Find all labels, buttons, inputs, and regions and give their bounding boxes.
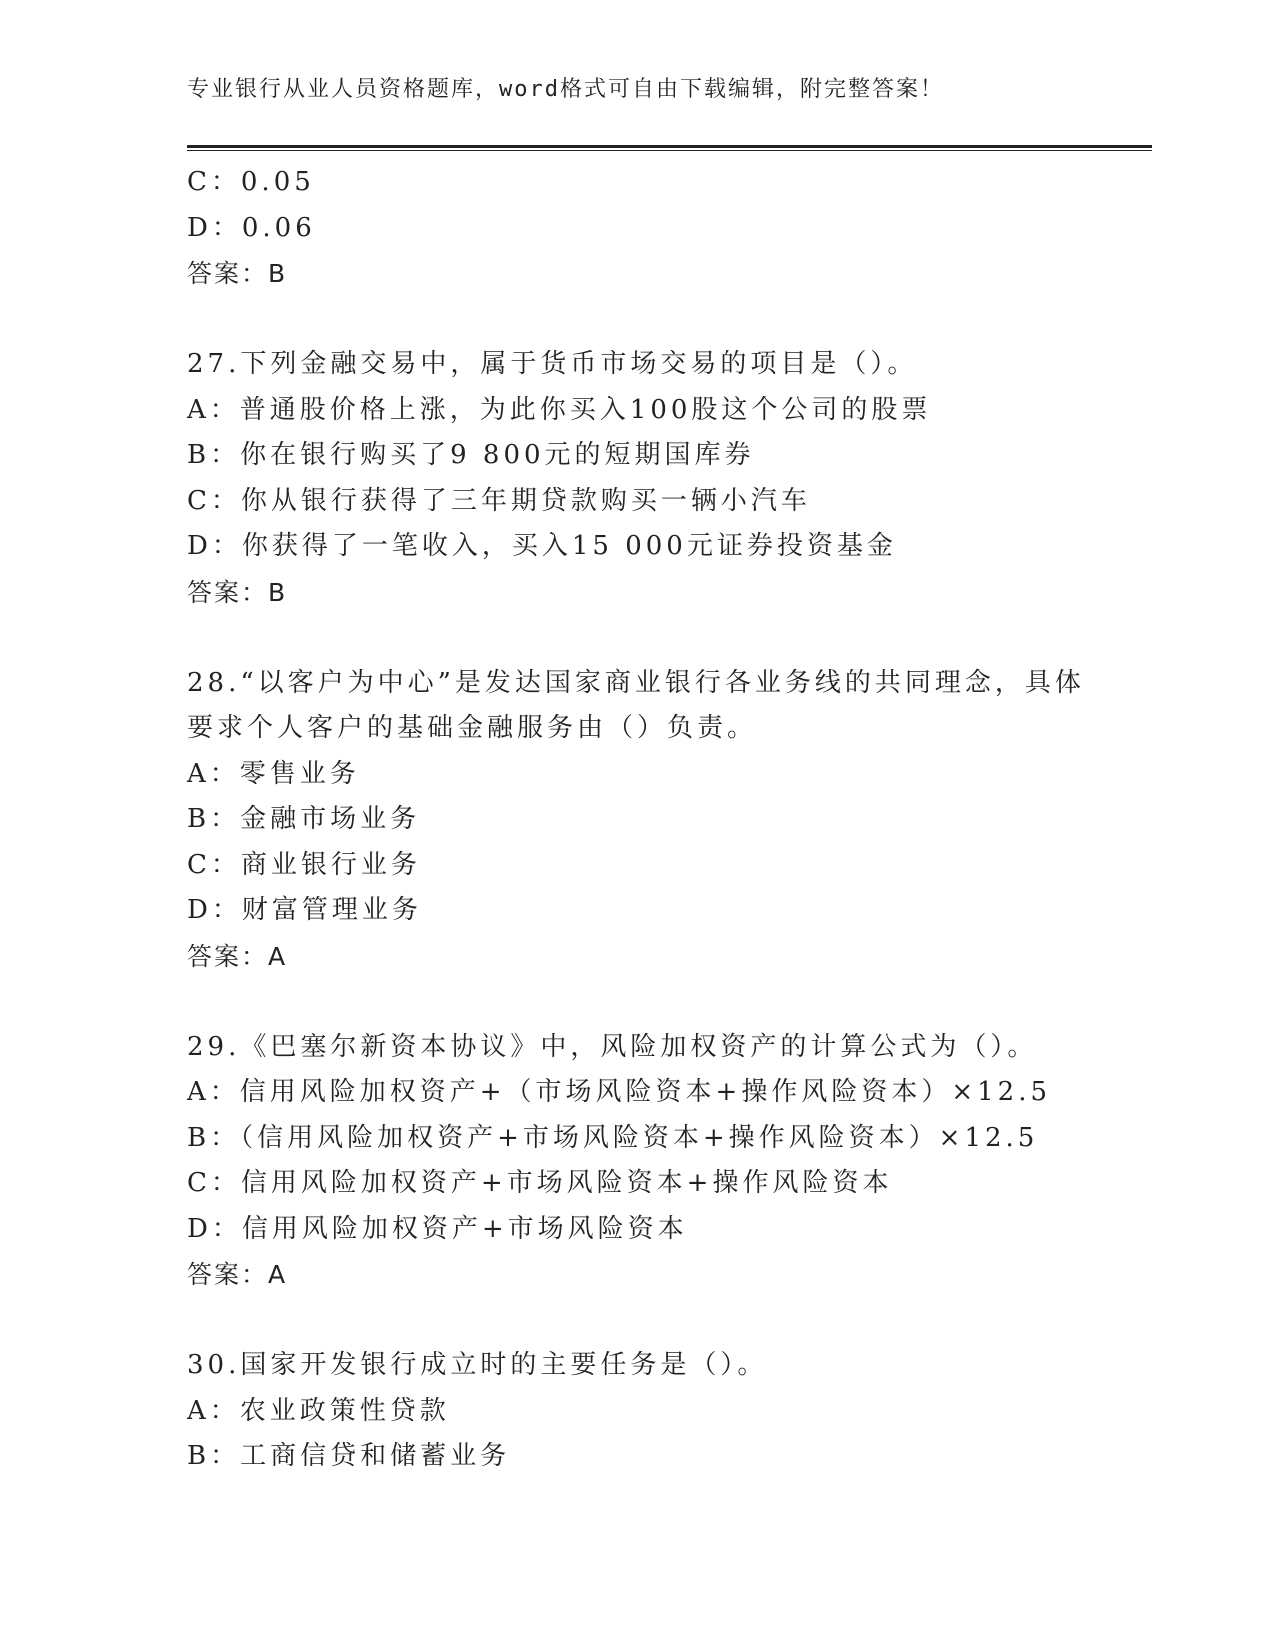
option-d: D：财富管理业务 (187, 895, 422, 925)
option-c: C：信用风险加权资产+市场风险资本+操作风险资本 (187, 1168, 893, 1198)
option-c: C：你从银行获得了三年期贷款购买一辆小汽车 (187, 485, 811, 516)
spacer (187, 1298, 1152, 1344)
option-a: A：普通股价格上涨，为此你买入100股这个公司的股票 (187, 394, 932, 425)
answer-line: 答案：B (187, 577, 288, 607)
question-stem: 29.《巴塞尔新资本协议》中，风险加权资产的计算公式为（）。 (187, 1031, 1038, 1062)
option-b: B：金融市场业务 (187, 804, 421, 834)
question-stem: 28.“以客户为中心”是发达国家商业银行各业务线的共同理念，具体 (187, 667, 1085, 698)
question-27 (187, 342, 1152, 615)
answer-line: 答案：B (187, 259, 288, 288)
spacer (187, 979, 1152, 1025)
spacer (187, 297, 1152, 343)
option-c: C：0.05 (187, 167, 315, 197)
question-stem-continued: 要求个人客户的基础金融服务由（）负责。 (187, 713, 758, 743)
option-c: C：商业银行业务 (187, 849, 421, 880)
option-b: B：你在银行购买了9 800元的短期国库券 (187, 440, 755, 470)
option-a: A：零售业务 (187, 758, 360, 789)
option-b: B：工商信贷和储蓄业务 (187, 1441, 511, 1471)
question-28 (187, 661, 1152, 980)
question-29 (187, 1025, 1152, 1298)
question-stem: 30.国家开发银行成立时的主要任务是（）。 (187, 1350, 768, 1380)
option-a: A：信用风险加权资产+（市场风险资本+操作风险资本）×12.5 (187, 1077, 1052, 1107)
document-body (187, 160, 1152, 1480)
question-stem: 27.下列金融交易中，属于货币市场交易的项目是（）。 (187, 349, 918, 379)
previous-question-tail (187, 160, 1152, 297)
answer-line: 答案：A (187, 1260, 288, 1289)
option-a: A：农业政策性贷款 (187, 1395, 450, 1426)
answer-line: 答案：A (187, 941, 288, 971)
option-b: B：（信用风险加权资产+市场风险资本+操作风险资本）×12.5 (187, 1122, 1039, 1153)
question-30 (187, 1343, 1152, 1480)
page-header: 专业银行从业人员资格题库，word格式可自由下载编辑，附完整答案！ (187, 77, 944, 102)
spacer (187, 615, 1152, 661)
option-d: D：你获得了一笔收入，买入15 000元证券投资基金 (187, 531, 897, 561)
option-d: D：0.06 (187, 212, 316, 243)
header-rule-thin (187, 150, 1152, 151)
header-rule-thick (187, 145, 1152, 148)
option-d: D：信用风险加权资产+市场风险资本 (187, 1213, 688, 1244)
